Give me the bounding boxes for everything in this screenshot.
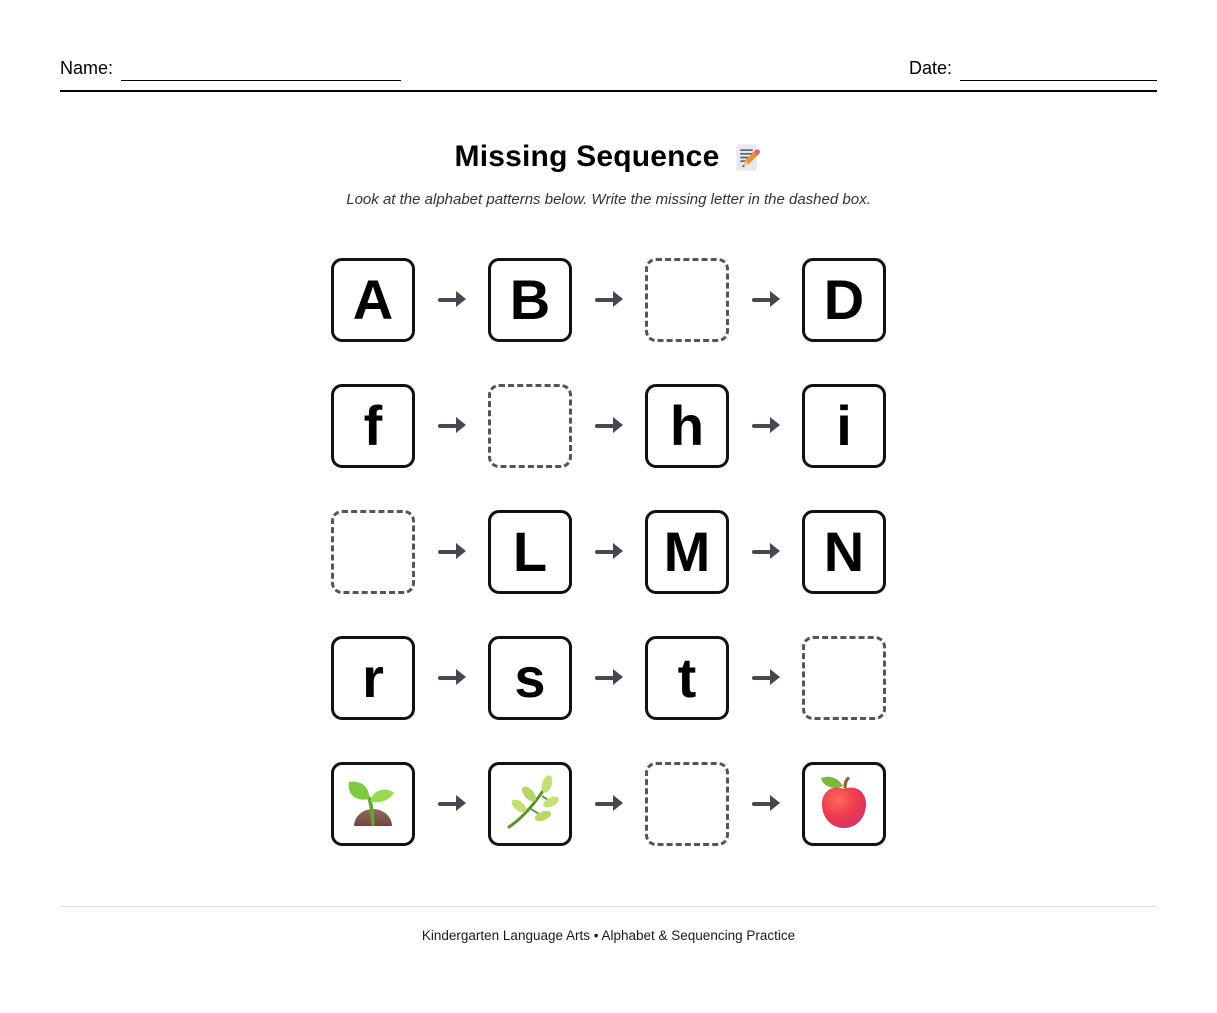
sequence-letter-box — [645, 636, 729, 720]
sequence-letter-box — [488, 636, 572, 720]
date-label: Date: — [908, 58, 952, 78]
footer-text: Kindergarten Language Arts • Alphabet & Sequencing Practice — [421, 928, 796, 943]
date-field — [909, 58, 1157, 81]
missing-answer-box[interactable] — [488, 384, 572, 468]
missing-answer-box[interactable] — [802, 636, 886, 720]
sequence-row-2 — [331, 384, 886, 468]
sequence-letter: L — [512, 520, 548, 583]
herb-icon — [498, 772, 562, 836]
sequence-row-5 — [331, 762, 886, 846]
arrow-right-icon — [593, 541, 624, 563]
instruction-text: Look at the alphabet patterns below. Write the missing letter in the dashed box. — [346, 191, 871, 208]
arrow-right-icon — [593, 415, 624, 437]
name-label: Name: — [60, 58, 114, 78]
missing-answer-box[interactable] — [645, 258, 729, 342]
sequence-letter: B — [509, 268, 551, 331]
sequence-letter-box — [331, 636, 415, 720]
memo-icon — [731, 142, 762, 173]
sequence-letter-box — [488, 510, 572, 594]
sequence-letter: i — [836, 394, 852, 457]
name-write-line[interactable] — [121, 61, 401, 81]
page-title — [455, 140, 763, 174]
sequence-letter: A — [352, 268, 394, 331]
arrow-right-icon — [750, 541, 781, 563]
arrow-right-icon — [750, 289, 781, 311]
missing-answer-box[interactable] — [331, 510, 415, 594]
sequence-row-3 — [331, 510, 886, 594]
missing-answer-box[interactable] — [645, 762, 729, 846]
sequence-image-box — [331, 762, 415, 846]
arrow-right-icon — [593, 667, 624, 689]
sequence-worksheet — [60, 258, 1157, 846]
sequence-letter: r — [362, 646, 384, 709]
apple-icon — [812, 772, 876, 836]
sequence-letter-box — [645, 384, 729, 468]
page-title-text: Missing Sequence — [454, 140, 720, 173]
sequence-letter-box — [488, 258, 572, 342]
name-field — [60, 58, 401, 81]
sequence-letter-box — [802, 510, 886, 594]
sequence-letter-box — [645, 510, 729, 594]
footer-divider — [60, 906, 1157, 907]
sequence-image-box — [488, 762, 572, 846]
sequence-letter: N — [823, 520, 865, 583]
header — [60, 58, 1157, 81]
arrow-right-icon — [750, 667, 781, 689]
seedling-icon — [341, 772, 405, 836]
sequence-image-box — [802, 762, 886, 846]
sequence-letter-box — [802, 384, 886, 468]
arrow-right-icon — [436, 667, 467, 689]
sequence-row-1 — [331, 258, 886, 342]
arrow-right-icon — [436, 541, 467, 563]
arrow-right-icon — [750, 793, 781, 815]
arrow-right-icon — [593, 289, 624, 311]
arrow-right-icon — [436, 793, 467, 815]
sequence-letter: h — [669, 394, 705, 457]
arrow-right-icon — [593, 793, 624, 815]
sequence-letter-box — [802, 258, 886, 342]
sequence-row-4 — [331, 636, 886, 720]
sequence-letter: f — [363, 394, 383, 457]
sequence-letter: t — [677, 646, 697, 709]
sequence-letter: D — [823, 268, 865, 331]
sequence-letter-box — [331, 258, 415, 342]
arrow-right-icon — [436, 415, 467, 437]
sequence-letter: s — [514, 646, 546, 709]
arrow-right-icon — [436, 289, 467, 311]
sequence-letter-box — [331, 384, 415, 468]
header-divider — [60, 90, 1157, 92]
date-write-line[interactable] — [960, 61, 1157, 81]
sequence-letter: M — [663, 520, 711, 583]
arrow-right-icon — [750, 415, 781, 437]
